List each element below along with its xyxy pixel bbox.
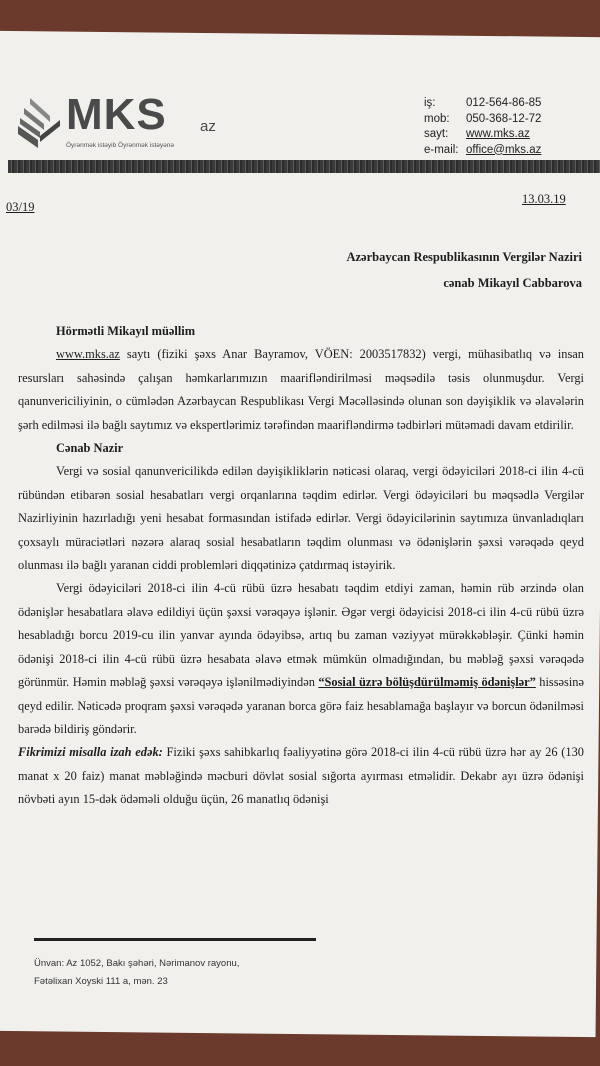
address-line-1: Ünvan: Az 1052, Bakı şəhəri, Nərimanov rayonu,	[34, 958, 240, 969]
contact-label: iş:	[424, 97, 436, 109]
address-line-2: Fətəlixan Xoyski 111 a, mən. 23	[34, 976, 168, 987]
site-link[interactable]: www.mks.az	[56, 347, 120, 362]
letter-body	[18, 320, 584, 812]
paragraph-problem-end: hissəsinə qeyd edilir. Nəticədə proqram şəxsi vərəqədə yaranan borca görə faiz hesablamağa başlayır və borcun ödənilməsi barədə bildiriş göndərir.	[18, 675, 584, 736]
contact-block	[424, 96, 541, 158]
phone-mobile: 050-368-12-72	[466, 112, 542, 125]
website-link[interactable]: www.mks.az	[466, 128, 530, 140]
example-text: Fiziki şəxs sahibkarlıq fəaliyyətinə görə 2018-ci ilin 4-cü rübü üzrə hər ay 26 (130 manat x 20 faiz) manat məbləğində məcburi dövlət sosial sığorta ayırması etməlidir. Dekabr ayı üzrə ödənişi növbəti ayın 15-dək ödəməli olduğu üçün, 26 manatlıq ödənişi	[18, 745, 584, 807]
footer-divider	[34, 938, 316, 941]
greeting: Hörmətli Mikayıl müəllim	[56, 324, 196, 338]
paragraph-intro	[18, 343, 584, 437]
recipient-name: cənab Mikayıl Cabbarova	[443, 276, 582, 290]
subheading: Cənab Nazir	[56, 441, 124, 456]
contact-row	[424, 127, 541, 143]
paragraph-problem-text: Vergi ödəyiciləri 2018-ci ilin 4-cü rübü üzrə hesabatı təqdim etdiyi zaman, həmin rüb ərzində olan ödənişlər hesabatlara əlavə edildiyi üçün şəxsi vərəqəyə işlənir. Əgər vergi ödəyicisi 2018-ci ilin 4-cü rübü üzrə hesabladığı borcu 2019-cu ilin yanvar ayında ödəyibsə, artıq bu zaman vəziyyət mürəkkəbləşir. Çünki həmin ödənişi 2018-ci ilin 4-cü rübü üzrə hesabata əlavə etmək mümkün olmadığından, bu məbləğ şəxsi vərəqədə görünmür. Həmin məbləğ şəxsi vərəqəyə işlənilmədiyindən	[18, 581, 584, 690]
recipient-block	[346, 244, 582, 296]
logo-wordmark: MKS	[66, 90, 167, 139]
email-link[interactable]: office@mks.az	[466, 143, 542, 156]
header-divider-band	[8, 160, 600, 173]
contact-label: mob:	[424, 112, 450, 125]
paragraph-example	[18, 741, 584, 811]
letter-date: 13.03.19	[522, 192, 566, 206]
logo-tagline: Öyrənmək istəyib Öyrənmək istəyənə	[66, 142, 175, 149]
footer-address	[34, 955, 239, 991]
example-lead: Fikrimizi misalla izah edək:	[18, 745, 163, 760]
contact-row	[424, 112, 541, 128]
contact-row	[424, 143, 541, 159]
logo-suffix: az	[200, 118, 216, 135]
quoted-section-name: “Sosial üzrə bölüşdürülməmiş ödənişlər”	[318, 675, 536, 690]
mks-logo	[14, 90, 224, 156]
paragraph-context: Vergi və sosial qanunvericilikdə edilən dəyişikliklərin nəticəsi olaraq, vergi ödəyiciləri 2018-ci ilin 4-cü rübündən etibarən sosial hesabatları vergi orqanlarına təqdim edirlər. Vergi ödəyiciləri bu məqsədlə Vergilər Nazirliyinin hazırladığı yeni hesabat formasından istifadə edirlər. Vergi ödəyicilərinin saytımıza ünvanladıqları çoxsaylı müraciətləri nəzərə alaraq sosial hesabatların təqdim olunması və ödənişlərin şəxsi vərəqədə qeyd olunması ilə bağlı yaranan ciddi problemləri diqqətinizə çatdırmaq istəyirik.	[18, 464, 584, 573]
recipient-title: Azərbaycan Respublikasının Vergilər Naziri	[346, 250, 582, 264]
paragraph-problem	[18, 577, 584, 741]
contact-label: sayt:	[424, 128, 449, 140]
book-icon	[14, 96, 64, 148]
contact-row	[424, 96, 541, 112]
reference-number: 03/19	[6, 200, 35, 214]
paragraph-intro-text: saytı (fiziki şəxs Anar Bayramov, VÖEN: 2003517832) vergi, mühasibatlıq və insan resursları sahəsində çalışan həmkarlarımızın maarifləndirilməsi məqsədilə təsis olunmuşdur. Vergi qanunvericiliyinin, o cümlədən Azərbaycan Respublikası Vergi Məcəlləsində olunan son dəyişiklik və əlavələrin şərh edilməsi ilə bağlı saytımız və ekspertlərimiz tərəfindən maarifləndirmə tədbirləri mütəmadi davam etdirilir.	[18, 347, 584, 432]
contact-label: e-mail:	[424, 143, 459, 156]
phone-work: 012-564-86-85	[466, 97, 542, 109]
